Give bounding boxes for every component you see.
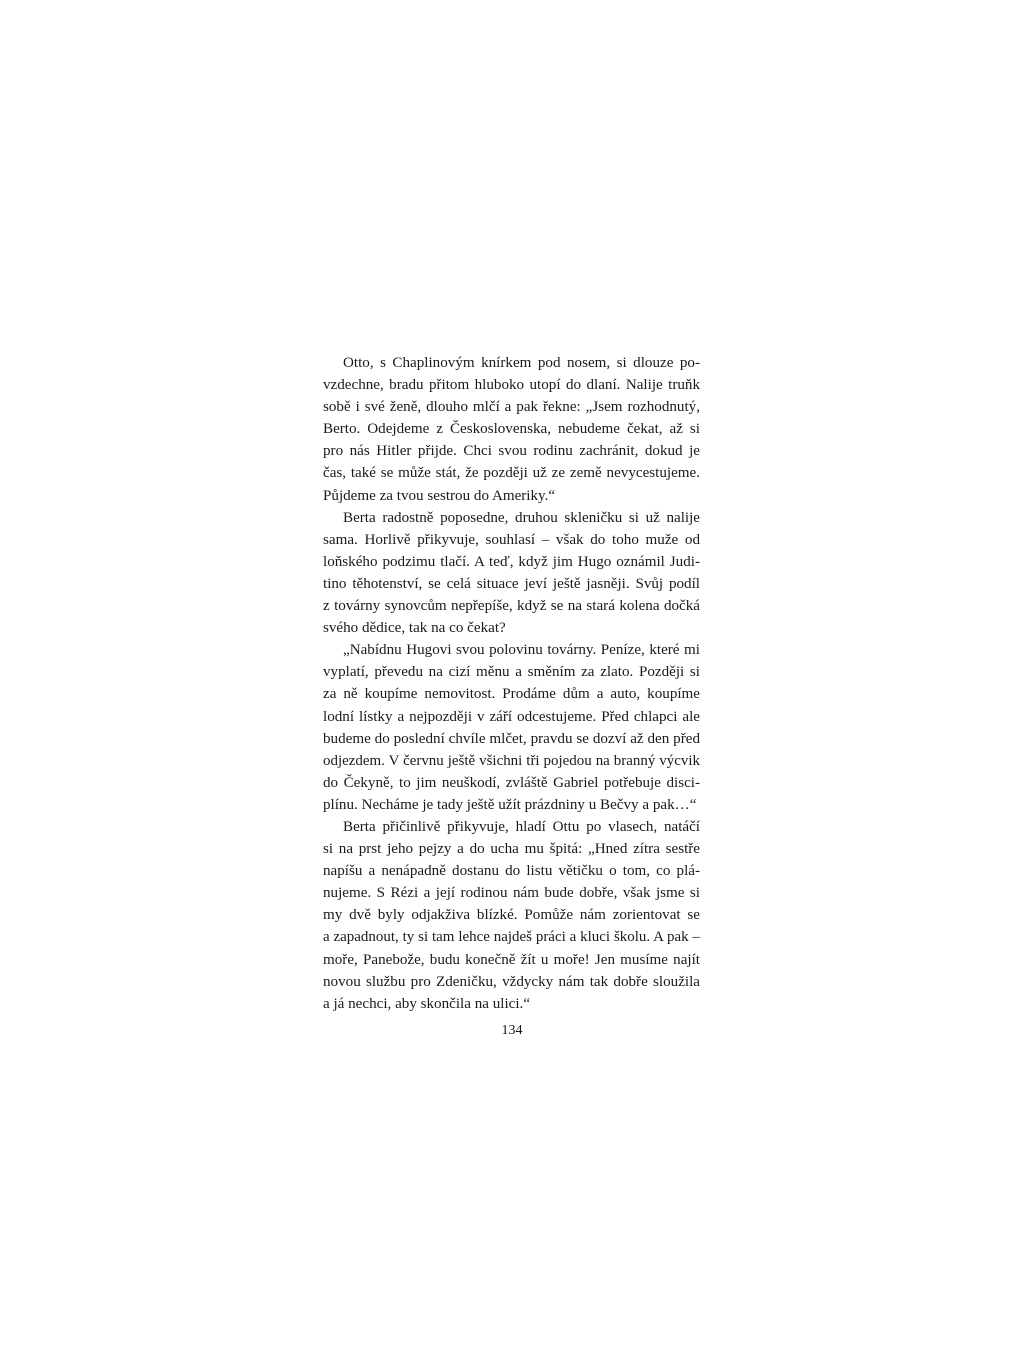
text-line: Otto, s Chaplinovým knírkem pod nosem, si dlouze po- [343, 355, 700, 371]
text-line: Berta radostně poposedne, druhou skleničku si už nalije [343, 509, 700, 526]
text-line: do Čekyně, to jim neuškodí, zvláště Gabriel potřebuje disci- [323, 774, 700, 791]
text-line: plínu. Necháme je tady ještě užít prázdniny u Bečvy a pak…“ [323, 796, 697, 813]
text-line: sama. Horlivě přikyvuje, souhlasí – však do toho muže od [323, 531, 700, 548]
text-line: napíšu a nenápadně dostanu do listu větičku o tom, co plá- [323, 863, 700, 880]
text-line: za ně koupíme nemovitost. Prodáme dům a auto, koupíme [323, 686, 700, 703]
text-line: z továrny synovcům nepřepíše, když se na stará kolena dočká [323, 598, 700, 615]
text-line: moře, Panebože, budu konečně žít u moře! Jen musíme najít [323, 951, 700, 968]
paragraph [323, 352, 700, 507]
text-line: sobě i své ženě, dlouho mlčí a pak řekne: „Jsem rozhodnutý, [323, 399, 700, 416]
page-number: 134 [501, 1023, 523, 1038]
paragraph [323, 639, 700, 816]
text-line: budeme do poslední chvíle mlčet, pravdu se dozví až den před [323, 730, 700, 747]
paragraph [323, 507, 700, 640]
text-line: „Nabídnu Hugovi svou polovinu továrny. Peníze, které mi [343, 642, 700, 659]
text-line: lodní lístky a nejpozději v září odcestujeme. Před chlapci ale [323, 708, 700, 725]
text-line: vyplatí, převedu na cizí měnu a směním za zlato. Později si [323, 664, 700, 681]
text-line: pro nás Hitler přijde. Chci svou rodinu zachránit, dokud je [323, 443, 700, 460]
text-line: svého dědice, tak na co čekat? [323, 620, 506, 637]
text-line: Půjdeme za tvou sestrou do Ameriky.“ [323, 487, 556, 504]
text-line: nujeme. S Rézi a její rodinou nám bude dobře, však jsme si [323, 885, 700, 902]
text-line: vzdechne, bradu přitom hluboko utopí do dlaní. Nalije truňk [323, 377, 700, 394]
text-line: tino těhotenství, se celá situace jeví ještě jasněji. Svůj podíl [323, 575, 700, 592]
text-line: my dvě byly odjakživa blízké. Pomůže nám zorientovat se [323, 907, 700, 924]
text-line: novou službu pro Zdeničku, vždycky nám tak dobře sloužila [323, 973, 700, 990]
body-text [323, 352, 700, 1015]
paragraph [323, 816, 700, 1015]
text-line: Berta přičinlivě přikyvuje, hladí Ottu po vlasech, natáčí [343, 818, 700, 835]
text-line: odjezdem. V červnu ještě všichni tři pojedou na branný výcvik [323, 752, 700, 769]
text-line: Berto. Odejdeme z Československa, nebudeme čekat, až si [323, 421, 700, 438]
text-line: a já nechci, aby skončila na ulici.“ [323, 995, 531, 1012]
text-line: čas, také se může stát, že později už ze země nevycestujeme. [323, 465, 700, 482]
text-line: loňského podzimu tlačí. A teď, když jim Hugo oznámil Judi- [323, 553, 700, 570]
text-line: si na prst jeho pejzy a do ucha mu špitá: „Hned zítra sestře [323, 841, 700, 858]
text-line: a zapadnout, ty si tam lehce najdeš práci a kluci školu. A pak – [323, 929, 700, 946]
